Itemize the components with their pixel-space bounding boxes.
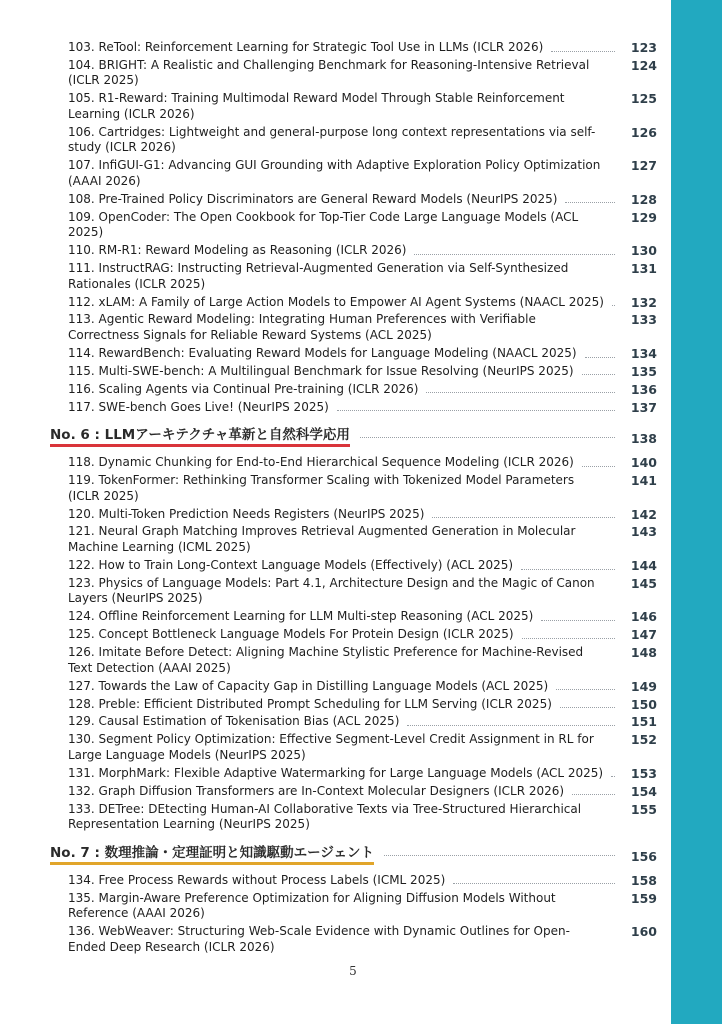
entry-title: 131. MorphMark: Flexible Adaptive Watermarking for Large Language Models (ACL 2025) — [68, 765, 604, 780]
entry-page: 125 — [630, 91, 657, 107]
entry-title: 119. TokenFormer: Rethinking Transformer Scaling with Tokenized Model Parameters (ICLR 2025) — [68, 473, 575, 503]
toc-entry[interactable] — [50, 627, 657, 643]
entry-page: 146 — [630, 609, 657, 625]
entry-title: 136. WebWeaver: Structuring Web-Scale Evidence with Dynamic Outlines for Open-Ended Deep Research (ICLR 2026) — [68, 924, 570, 954]
entry-page: 141 — [630, 473, 657, 489]
toc-entry[interactable] — [50, 507, 657, 523]
section-heading-6[interactable] — [50, 423, 657, 447]
entry-page: 149 — [630, 678, 657, 694]
leader-dots — [585, 357, 615, 358]
entry-title: 134. Free Process Rewards without Process Labels (ICML 2025) — [68, 872, 446, 887]
entry-title: 128. Preble: Efficient Distributed Prompt Scheduling for LLM Serving (ICLR 2025) — [68, 696, 552, 711]
entry-title: 132. Graph Diffusion Transformers are In-Context Molecular Designers (ICLR 2026) — [68, 783, 565, 798]
toc-entry[interactable] — [50, 891, 657, 922]
leader-dots — [337, 410, 615, 411]
entry-page: 124 — [630, 57, 657, 73]
entry-page: 128 — [630, 191, 657, 207]
entry-page: 148 — [630, 645, 657, 661]
toc-group-b — [50, 455, 657, 833]
toc-entry[interactable] — [50, 802, 657, 833]
entry-title: 124. Offline Reinforcement Learning for LLM Multi-step Reasoning (ACL 2025) — [68, 609, 534, 624]
toc-entry[interactable] — [50, 58, 657, 89]
toc-group-a — [50, 40, 657, 415]
page-number: 5 — [349, 964, 357, 978]
entry-page: 151 — [630, 714, 657, 730]
entry-page: 144 — [630, 557, 657, 573]
entry-page: 137 — [630, 399, 657, 415]
entry-page: 129 — [630, 209, 657, 225]
entry-title: 135. Margin-Aware Preference Optimization for Aligning Diffusion Models Without Reference (AAAI 2026) — [68, 890, 556, 921]
entry-page: 140 — [630, 455, 657, 471]
entry-page: 133 — [630, 312, 657, 328]
toc-group-c — [50, 873, 657, 956]
entry-title: 112. xLAM: A Family of Large Action Models to Empower AI Agent Systems (NAACL 2025) — [68, 294, 604, 309]
entry-page: 135 — [630, 363, 657, 379]
entry-title: 129. Causal Estimation of Tokenisation Bias (ACL 2025) — [68, 714, 400, 729]
entry-title: 126. Imitate Before Detect: Aligning Machine Stylistic Preference for Machine-Revised Text Detection (AAAI 2025) — [68, 645, 584, 675]
toc-entry[interactable] — [50, 784, 657, 800]
entry-page: 159 — [630, 890, 657, 906]
entry-page: 155 — [630, 801, 657, 817]
leader-dots — [582, 466, 615, 467]
toc-entry[interactable] — [50, 732, 657, 763]
entry-title: 116. Scaling Agents via Continual Pre-training (ICLR 2026) — [68, 381, 419, 396]
entry-title: 130. Segment Policy Optimization: Effective Segment-Level Credit Assignment in RL for Large Language Models (NeurIPS 2025) — [68, 732, 594, 762]
entry-title: 106. Cartridges: Lightweight and general-purpose long context representations via self-study (ICLR 2026) — [68, 124, 596, 155]
entry-page: 126 — [630, 124, 657, 140]
table-of-contents — [50, 40, 657, 958]
entry-title: 103. ReTool: Reinforcement Learning for Strategic Tool Use in LLMs (ICLR 2026) — [68, 40, 544, 54]
toc-entry[interactable] — [50, 473, 657, 504]
entry-title: 123. Physics of Language Models: Part 4.1, Architecture Design and the Magic of Canon Layers (NeurIPS 2025) — [68, 575, 595, 606]
toc-entry[interactable] — [50, 697, 657, 713]
entry-title: 110. RM-R1: Reward Modeling as Reasoning (ICLR 2026) — [68, 243, 407, 258]
leader-dots — [426, 392, 615, 393]
entry-page: 136 — [630, 381, 657, 397]
section-7-title[interactable]: No. 7 : 数理推論・定理証明と知識駆動エージェント — [50, 841, 374, 865]
toc-entry[interactable] — [50, 924, 657, 955]
entry-title: 109. OpenCoder: The Open Cookbook for Top-Tier Code Large Language Models (ACL 2025) — [68, 209, 579, 240]
entry-title: 115. Multi-SWE-bench: A Multilingual Benchmark for Issue Resolving (NeurIPS 2025) — [68, 363, 574, 378]
leader-dots — [556, 689, 615, 690]
leader-dots — [612, 305, 615, 306]
leader-dots — [360, 437, 615, 438]
entry-title: 105. R1-Reward: Training Multimodal Reward Model Through Stable Reinforcement Learning (ICLR 2026) — [68, 91, 565, 121]
toc-entry[interactable] — [50, 382, 657, 398]
entry-title: 133. DETree: DEtecting Human-AI Collaborative Texts via Tree-Structured Hierarchical Representation Learning (NeurIPS 2025) — [68, 801, 582, 832]
toc-entry[interactable] — [50, 576, 657, 607]
leader-dots — [453, 883, 615, 884]
entry-title: 107. InfiGUI-G1: Advancing GUI Grounding with Adaptive Exploration Policy Optimization (AAAI 2026) — [68, 158, 601, 188]
section-7-page[interactable]: 156 — [630, 848, 657, 864]
toc-entry[interactable] — [50, 558, 657, 574]
leader-dots — [551, 51, 615, 52]
entry-page: 132 — [630, 294, 657, 310]
entry-title: 113. Agentic Reward Modeling: Integrating Human Preferences with Verifiable Correctness Signals for Reliable Reward Systems (ACL 2025) — [68, 312, 536, 343]
toc-entry[interactable] — [50, 91, 657, 122]
toc-entry[interactable] — [50, 645, 657, 676]
toc-entry[interactable] — [50, 455, 657, 471]
toc-entry[interactable] — [50, 210, 657, 241]
entry-title: 104. BRIGHT: A Realistic and Challenging Benchmark for Reasoning-Intensive Retrieval (ICLR 2025) — [68, 57, 590, 88]
entry-page: 158 — [630, 872, 657, 888]
entry-title: 111. InstructRAG: Instructing Retrieval-Augmented Generation via Self-Synthesized Rationales (ICLR 2025) — [68, 261, 569, 291]
toc-entry[interactable] — [50, 714, 657, 730]
entry-page: 131 — [630, 261, 657, 277]
toc-entry[interactable] — [50, 346, 657, 362]
toc-entry[interactable] — [50, 766, 657, 782]
toc-entry[interactable] — [50, 524, 657, 555]
leader-dots — [582, 374, 615, 375]
toc-entry[interactable] — [50, 158, 657, 189]
toc-entry[interactable] — [50, 125, 657, 156]
entry-page: 123 — [630, 40, 657, 55]
leader-dots — [611, 776, 615, 777]
leader-dots — [432, 517, 615, 518]
entry-page: 145 — [630, 575, 657, 591]
leader-dots — [522, 638, 615, 639]
entry-title: 114. RewardBench: Evaluating Reward Models for Language Modeling (NAACL 2025) — [68, 345, 577, 360]
side-color-band — [671, 0, 722, 1024]
section-heading-7[interactable] — [50, 841, 657, 865]
entry-page: 127 — [630, 158, 657, 174]
entry-page: 160 — [630, 924, 657, 940]
entry-title: 120. Multi-Token Prediction Needs Registers (NeurIPS 2025) — [68, 506, 425, 521]
leader-dots — [565, 202, 615, 203]
entry-title: 122. How to Train Long-Context Language Models (Effectively) (ACL 2025) — [68, 557, 514, 572]
toc-entry[interactable] — [50, 243, 657, 259]
leader-dots — [407, 725, 615, 726]
leader-dots — [541, 620, 615, 621]
toc-entry[interactable] — [50, 261, 657, 292]
toc-entry[interactable] — [50, 295, 657, 311]
entry-title: 121. Neural Graph Matching Improves Retrieval Augmented Generation in Molecular Machine Learning (ICML 2025) — [68, 524, 576, 555]
entry-page: 152 — [630, 732, 657, 748]
entry-title: 127. Towards the Law of Capacity Gap in Distilling Language Models (ACL 2025) — [68, 678, 549, 693]
entry-page: 143 — [630, 524, 657, 540]
entry-page: 147 — [630, 627, 657, 643]
toc-entry[interactable] — [50, 400, 657, 416]
entry-page: 150 — [630, 696, 657, 712]
toc-entry[interactable] — [50, 873, 657, 889]
toc-entry[interactable] — [50, 364, 657, 380]
leader-dots — [572, 794, 615, 795]
toc-entry[interactable] — [50, 679, 657, 695]
entry-page: 142 — [630, 506, 657, 522]
entry-page: 154 — [630, 783, 657, 799]
leader-dots — [560, 707, 615, 708]
entry-page: 153 — [630, 765, 657, 781]
toc-entry[interactable] — [50, 192, 657, 208]
toc-entry[interactable] — [50, 40, 657, 56]
section-6-title[interactable]: No. 6 : LLMアーキテクチャ革新と自然科学応用 — [50, 423, 350, 447]
section-6-page[interactable]: 138 — [630, 431, 657, 447]
toc-entry[interactable] — [50, 609, 657, 625]
entry-page: 130 — [630, 243, 657, 259]
entry-page: 134 — [630, 345, 657, 361]
entry-title: 117. SWE-bench Goes Live! (NeurIPS 2025) — [68, 399, 329, 414]
entry-title: 125. Concept Bottleneck Language Models For Protein Design (ICLR 2025) — [68, 627, 514, 642]
entry-title: 108. Pre-Trained Policy Discriminators are General Reward Models (NeurIPS 2025) — [68, 191, 558, 206]
leader-dots — [384, 855, 615, 856]
leader-dots — [414, 254, 615, 255]
toc-entry[interactable] — [50, 312, 657, 343]
leader-dots — [521, 569, 615, 570]
entry-title: 118. Dynamic Chunking for End-to-End Hierarchical Sequence Modeling (ICLR 2026) — [68, 455, 574, 470]
